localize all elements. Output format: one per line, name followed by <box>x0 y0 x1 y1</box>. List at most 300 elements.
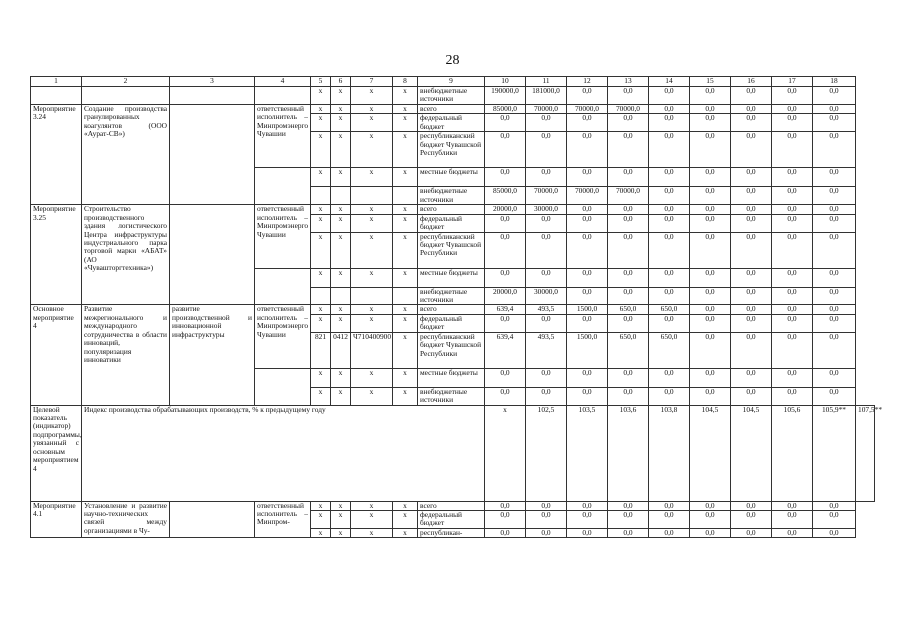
value-cell: 0,0 <box>649 205 690 214</box>
code-cell: x <box>393 305 418 314</box>
code-cell: x <box>331 368 351 387</box>
value-cell: 0,0 <box>690 187 731 205</box>
value-cell: 0,0 <box>649 105 690 114</box>
responsible-executor: ответственный исполнитель – Минпромэнерго Чувашии <box>255 205 311 268</box>
code-cell <box>351 287 393 305</box>
value-cell: 0,0 <box>731 332 772 368</box>
value-cell: 0,0 <box>772 511 813 529</box>
value-cell: 0,0 <box>608 501 649 510</box>
column-number: 1 <box>31 77 82 87</box>
value-cell: 0,0 <box>690 387 731 405</box>
code-cell: x <box>331 132 351 168</box>
code-cell: x <box>311 114 331 132</box>
funding-source: республиканский бюджет Чувашской Республики <box>418 132 485 168</box>
code-cell <box>311 187 331 205</box>
code-cell: x <box>393 114 418 132</box>
value-cell: 20000,0 <box>485 205 526 214</box>
value-cell: 0,0 <box>608 205 649 214</box>
value-cell: 0,0 <box>731 528 772 537</box>
value-cell: 70000,0 <box>567 187 608 205</box>
value-cell: 0,0 <box>813 232 856 268</box>
measure-goal <box>170 501 255 538</box>
measure-name: Мероприятие 3.25 <box>31 205 82 305</box>
empty-cell <box>255 368 311 405</box>
empty-cell <box>170 87 255 105</box>
value-cell: 0,0 <box>485 511 526 529</box>
value-cell: 0,0 <box>731 214 772 232</box>
value-cell: 0,0 <box>813 87 856 105</box>
code-cell: x <box>351 268 393 287</box>
column-number: 7 <box>351 77 393 87</box>
column-number: 5 <box>311 77 331 87</box>
code-cell <box>331 287 351 305</box>
empty-cell <box>255 168 311 205</box>
funding-source: всего <box>418 105 485 114</box>
value-cell: 0,0 <box>485 501 526 510</box>
value-cell: 0,0 <box>526 314 567 332</box>
code-cell <box>351 187 393 205</box>
column-number: 18 <box>813 77 856 87</box>
value-cell: 0,0 <box>567 501 608 510</box>
value-cell: 0,0 <box>690 528 731 537</box>
value-cell: 0,0 <box>567 387 608 405</box>
code-cell: x <box>393 168 418 187</box>
code-cell: x <box>393 528 418 537</box>
code-cell: x <box>393 87 418 105</box>
value-cell: 650,0 <box>608 305 649 314</box>
value-cell: 0,0 <box>772 205 813 214</box>
value-cell: 0,0 <box>485 314 526 332</box>
value-cell: 0,0 <box>813 528 856 537</box>
value-cell: 30000,0 <box>526 287 567 305</box>
value-cell: 0,0 <box>567 368 608 387</box>
value-cell: 0,0 <box>772 87 813 105</box>
code-cell: x <box>331 511 351 529</box>
value-cell: 0,0 <box>649 368 690 387</box>
value-cell: 0,0 <box>813 114 856 132</box>
funding-source: федеральный бюджет <box>418 214 485 232</box>
code-cell: x <box>331 114 351 132</box>
value-cell: 0,0 <box>772 214 813 232</box>
funding-source: всего <box>418 305 485 314</box>
empty-cell <box>255 87 311 105</box>
code-cell: x <box>393 268 418 287</box>
target-indicator-row <box>31 405 875 501</box>
value-cell: 0,0 <box>690 168 731 187</box>
value-cell: 0,0 <box>608 387 649 405</box>
code-cell: 0412 <box>331 332 351 368</box>
funding-source: федеральный бюджет <box>418 511 485 529</box>
value-cell: 0,0 <box>731 287 772 305</box>
column-number: 14 <box>649 77 690 87</box>
code-cell: x <box>331 105 351 114</box>
value-cell: 0,0 <box>772 105 813 114</box>
value-cell: 0,0 <box>690 305 731 314</box>
value-cell: 0,0 <box>772 114 813 132</box>
value-cell: 0,0 <box>731 501 772 510</box>
value-cell: 0,0 <box>567 268 608 287</box>
value-cell: 30000,0 <box>526 205 567 214</box>
measure-description: Установление и развитие научно-технических связей между организациями в Чу- <box>82 501 170 538</box>
value-cell: 0,0 <box>567 232 608 268</box>
code-cell <box>393 287 418 305</box>
value-cell: 0,0 <box>772 528 813 537</box>
funding-source: местные бюджеты <box>418 268 485 287</box>
value-cell: 0,0 <box>772 232 813 268</box>
value-cell: 0,0 <box>690 205 731 214</box>
value-cell: 0,0 <box>608 368 649 387</box>
code-cell: x <box>393 214 418 232</box>
value-cell: 0,0 <box>772 305 813 314</box>
indicator-name: Индекс производства обрабатывающих производств, % к предыдущему году <box>82 405 485 501</box>
code-cell: x <box>393 332 418 368</box>
value-cell: 103,6 <box>608 405 649 501</box>
value-cell: 0,0 <box>690 105 731 114</box>
value-cell: 0,0 <box>567 205 608 214</box>
value-cell: 0,0 <box>731 187 772 205</box>
value-cell: 0,0 <box>567 214 608 232</box>
value-cell: 0,0 <box>649 132 690 168</box>
code-cell: x <box>311 205 331 214</box>
value-cell: 0,0 <box>731 114 772 132</box>
value-cell: 0,0 <box>485 368 526 387</box>
value-cell: 0,0 <box>649 87 690 105</box>
funding-source: республиканский бюджет Чувашской Республики <box>418 332 485 368</box>
empty-cell <box>82 87 170 105</box>
measure-name: Мероприятие 4.1 <box>31 501 82 538</box>
value-cell: 0,0 <box>731 105 772 114</box>
value-cell: 0,0 <box>772 368 813 387</box>
value-cell: 104,5 <box>731 405 772 501</box>
code-cell: x <box>351 368 393 387</box>
measure-goal <box>170 105 255 205</box>
value-cell: 0,0 <box>731 168 772 187</box>
value-cell: 0,0 <box>690 114 731 132</box>
value-cell: 650,0 <box>649 332 690 368</box>
value-cell: 0,0 <box>526 368 567 387</box>
code-cell: x <box>393 387 418 405</box>
value-cell: 650,0 <box>649 305 690 314</box>
code-cell: x <box>351 168 393 187</box>
value-cell: 0,0 <box>772 314 813 332</box>
value-cell: 0,0 <box>649 232 690 268</box>
value-cell: 0,0 <box>526 214 567 232</box>
code-cell: x <box>331 205 351 214</box>
value-cell: 0,0 <box>731 268 772 287</box>
measure-description: Строительство производственного здания логистического Центра инфраструктуры индустриального парка торговой марки «АБАТ» (АО «Чувашторгтехника») <box>82 205 170 305</box>
value-cell: 70000,0 <box>567 105 608 114</box>
value-cell: 0,0 <box>608 314 649 332</box>
value-cell: 0,0 <box>772 332 813 368</box>
code-cell: x <box>311 232 331 268</box>
value-cell: 107,5** <box>856 405 875 501</box>
value-cell: 0,0 <box>608 511 649 529</box>
code-cell: x <box>311 214 331 232</box>
funding-source: внебюджетные источники <box>418 87 485 105</box>
value-cell: 0,0 <box>813 511 856 529</box>
value-cell: 0,0 <box>608 87 649 105</box>
code-cell: x <box>351 232 393 268</box>
code-cell: x <box>393 368 418 387</box>
value-cell: 0,0 <box>731 232 772 268</box>
value-cell: 104,5 <box>690 405 731 501</box>
value-cell: 639,4 <box>485 305 526 314</box>
value-cell: 0,0 <box>690 314 731 332</box>
column-number: 17 <box>772 77 813 87</box>
value-cell: 85000,0 <box>485 105 526 114</box>
value-cell: 0,0 <box>813 368 856 387</box>
code-cell: x <box>393 501 418 510</box>
value-cell: 0,0 <box>813 501 856 510</box>
value-cell: 0,0 <box>690 87 731 105</box>
value-cell: 0,0 <box>813 332 856 368</box>
responsible-executor: ответственный исполнитель – Минпромэнерго Чувашии <box>255 305 311 368</box>
value-cell: 0,0 <box>813 305 856 314</box>
value-cell: 0,0 <box>485 387 526 405</box>
value-cell: 0,0 <box>567 132 608 168</box>
funding-source: федеральный бюджет <box>418 314 485 332</box>
code-cell: x <box>311 511 331 529</box>
value-cell: 103,8 <box>649 405 690 501</box>
value-cell: 0,0 <box>772 132 813 168</box>
measure-goal <box>170 205 255 305</box>
value-cell: 0,0 <box>731 368 772 387</box>
value-cell: 0,0 <box>772 287 813 305</box>
code-cell: x <box>351 87 393 105</box>
value-cell: 0,0 <box>731 132 772 168</box>
measure-name: Основное мероприятие 4 <box>31 305 82 405</box>
code-cell: x <box>351 305 393 314</box>
value-cell: 0,0 <box>813 187 856 205</box>
value-cell: 105,9** <box>813 405 856 501</box>
value-cell: 0,0 <box>772 387 813 405</box>
code-cell <box>311 287 331 305</box>
value-cell: 0,0 <box>608 528 649 537</box>
value-cell: 0,0 <box>567 511 608 529</box>
code-cell: x <box>393 205 418 214</box>
value-cell: 0,0 <box>649 511 690 529</box>
column-number-row <box>31 77 875 87</box>
value-cell: 70000,0 <box>526 105 567 114</box>
code-cell: x <box>311 105 331 114</box>
value-cell: 0,0 <box>485 268 526 287</box>
value-cell: 85000,0 <box>485 187 526 205</box>
value-cell: 0,0 <box>690 332 731 368</box>
value-cell: 0,0 <box>731 205 772 214</box>
column-number: 10 <box>485 77 526 87</box>
table-row <box>31 87 875 105</box>
value-cell: 0,0 <box>608 168 649 187</box>
measure-name: Мероприятие 3.24 <box>31 105 82 205</box>
column-number: 3 <box>170 77 255 87</box>
value-cell: 0,0 <box>731 87 772 105</box>
value-cell: 0,0 <box>690 368 731 387</box>
code-cell: x <box>311 387 331 405</box>
column-number: 8 <box>393 77 418 87</box>
value-cell: 650,0 <box>608 332 649 368</box>
code-cell: x <box>311 528 331 537</box>
value-cell: 0,0 <box>690 511 731 529</box>
column-number: 4 <box>255 77 311 87</box>
column-number: 9 <box>418 77 485 87</box>
value-cell: 0,0 <box>649 314 690 332</box>
value-cell: 0,0 <box>731 314 772 332</box>
value-cell: 0,0 <box>608 287 649 305</box>
value-cell: 0,0 <box>690 268 731 287</box>
value-cell: 0,0 <box>608 132 649 168</box>
value-cell: 0,0 <box>813 268 856 287</box>
value-cell: 639,4 <box>485 332 526 368</box>
funding-source: федеральный бюджет <box>418 114 485 132</box>
responsible-executor: ответственный исполнитель – Минпромэнерго Чувашии <box>255 105 311 168</box>
value-cell: 1500,0 <box>567 332 608 368</box>
code-cell: Ч710400900 <box>351 332 393 368</box>
code-cell: x <box>311 168 331 187</box>
value-cell: 0,0 <box>690 287 731 305</box>
value-cell: 0,0 <box>772 187 813 205</box>
empty-cell <box>31 87 82 105</box>
value-cell: 70000,0 <box>526 187 567 205</box>
value-cell: 0,0 <box>567 168 608 187</box>
value-cell: 1500,0 <box>567 305 608 314</box>
value-cell: 0,0 <box>526 387 567 405</box>
value-cell: 0,0 <box>813 387 856 405</box>
code-cell: x <box>331 387 351 405</box>
value-cell: 103,5 <box>567 405 608 501</box>
column-number: 16 <box>731 77 772 87</box>
value-cell: 0,0 <box>813 287 856 305</box>
column-number: 15 <box>690 77 731 87</box>
column-number: 12 <box>567 77 608 87</box>
value-cell: 0,0 <box>526 528 567 537</box>
measure-goal: развитие производственной и инновационной инфраструктуры <box>170 305 255 405</box>
column-number: 6 <box>331 77 351 87</box>
code-cell: x <box>331 268 351 287</box>
value-cell: 0,0 <box>649 287 690 305</box>
funding-source: всего <box>418 205 485 214</box>
value-cell: 0,0 <box>690 132 731 168</box>
value-cell: 0,0 <box>526 232 567 268</box>
code-cell: x <box>393 105 418 114</box>
value-cell: 0,0 <box>526 132 567 168</box>
code-cell <box>393 187 418 205</box>
value-cell: 0,0 <box>526 114 567 132</box>
code-cell: x <box>331 314 351 332</box>
funding-source: внебюджетные источники <box>418 187 485 205</box>
value-cell: 0,0 <box>649 187 690 205</box>
value-cell: 0,0 <box>731 511 772 529</box>
measure-description: Создание производства гранулированных коагулянтов (ООО «Аурат-СВ») <box>82 105 170 205</box>
value-cell: 0,0 <box>649 214 690 232</box>
code-cell: x <box>351 511 393 529</box>
code-cell: 821 <box>311 332 331 368</box>
code-cell: x <box>311 314 331 332</box>
code-cell: x <box>351 105 393 114</box>
value-cell: 0,0 <box>813 105 856 114</box>
value-cell: 0,0 <box>485 114 526 132</box>
value-cell: 0,0 <box>690 214 731 232</box>
code-cell: x <box>311 501 331 510</box>
value-cell: 0,0 <box>608 114 649 132</box>
code-cell: x <box>393 314 418 332</box>
value-cell: 0,0 <box>690 232 731 268</box>
value-cell: 0,0 <box>772 268 813 287</box>
responsible-executor: ответственный исполнитель – Минпром- <box>255 501 311 538</box>
code-cell: x <box>351 132 393 168</box>
code-cell: x <box>393 232 418 268</box>
code-cell: x <box>331 305 351 314</box>
value-cell: 190000,0 <box>485 87 526 105</box>
code-cell: x <box>351 114 393 132</box>
code-cell: x <box>311 268 331 287</box>
value-cell: 0,0 <box>485 132 526 168</box>
code-cell: x <box>331 501 351 510</box>
value-cell: 0,0 <box>567 528 608 537</box>
code-cell: x <box>331 232 351 268</box>
value-cell: 0,0 <box>731 305 772 314</box>
value-cell: 0,0 <box>649 501 690 510</box>
table-row <box>31 205 875 214</box>
value-cell: 0,0 <box>567 114 608 132</box>
page-number: 28 <box>445 53 460 68</box>
code-cell <box>331 187 351 205</box>
code-cell: x <box>331 168 351 187</box>
value-cell: 0,0 <box>485 214 526 232</box>
value-cell: 0,0 <box>567 287 608 305</box>
program-funding-table <box>30 76 883 538</box>
funding-source: республикан- <box>418 528 485 537</box>
value-cell: 0,0 <box>485 528 526 537</box>
code-cell: x <box>331 214 351 232</box>
value-cell: 0,0 <box>649 528 690 537</box>
code-cell: x <box>311 132 331 168</box>
value-cell: 181000,0 <box>526 87 567 105</box>
value-cell: 70000,0 <box>608 187 649 205</box>
code-cell: x <box>351 205 393 214</box>
funding-source: местные бюджеты <box>418 168 485 187</box>
indicator-unit: х <box>485 405 526 501</box>
value-cell: 0,0 <box>772 501 813 510</box>
value-cell: 0,0 <box>485 168 526 187</box>
code-cell: x <box>351 314 393 332</box>
column-number: 11 <box>526 77 567 87</box>
value-cell: 0,0 <box>526 268 567 287</box>
value-cell: 0,0 <box>608 232 649 268</box>
code-cell: x <box>393 511 418 529</box>
code-cell: x <box>351 214 393 232</box>
value-cell: 0,0 <box>649 387 690 405</box>
empty-cell <box>255 268 311 305</box>
code-cell: x <box>351 501 393 510</box>
value-cell: 0,0 <box>772 168 813 187</box>
code-cell: x <box>311 87 331 105</box>
value-cell: 0,0 <box>690 501 731 510</box>
funding-source: внебюджетные источники <box>418 287 485 305</box>
value-cell: 0,0 <box>526 511 567 529</box>
table-row <box>31 305 875 314</box>
funding-source: внебюджетные источники <box>418 387 485 405</box>
code-cell: x <box>351 387 393 405</box>
measure-description: Развитие межрегионального и международного сотрудничества в области инноваций, популяризация инноватики <box>82 305 170 405</box>
column-number: 2 <box>82 77 170 87</box>
value-cell: 0,0 <box>813 132 856 168</box>
value-cell: 0,0 <box>567 87 608 105</box>
value-cell: 0,0 <box>526 501 567 510</box>
value-cell: 20000,0 <box>485 287 526 305</box>
value-cell: 0,0 <box>813 214 856 232</box>
value-cell: 0,0 <box>608 268 649 287</box>
value-cell: 102,5 <box>526 405 567 501</box>
